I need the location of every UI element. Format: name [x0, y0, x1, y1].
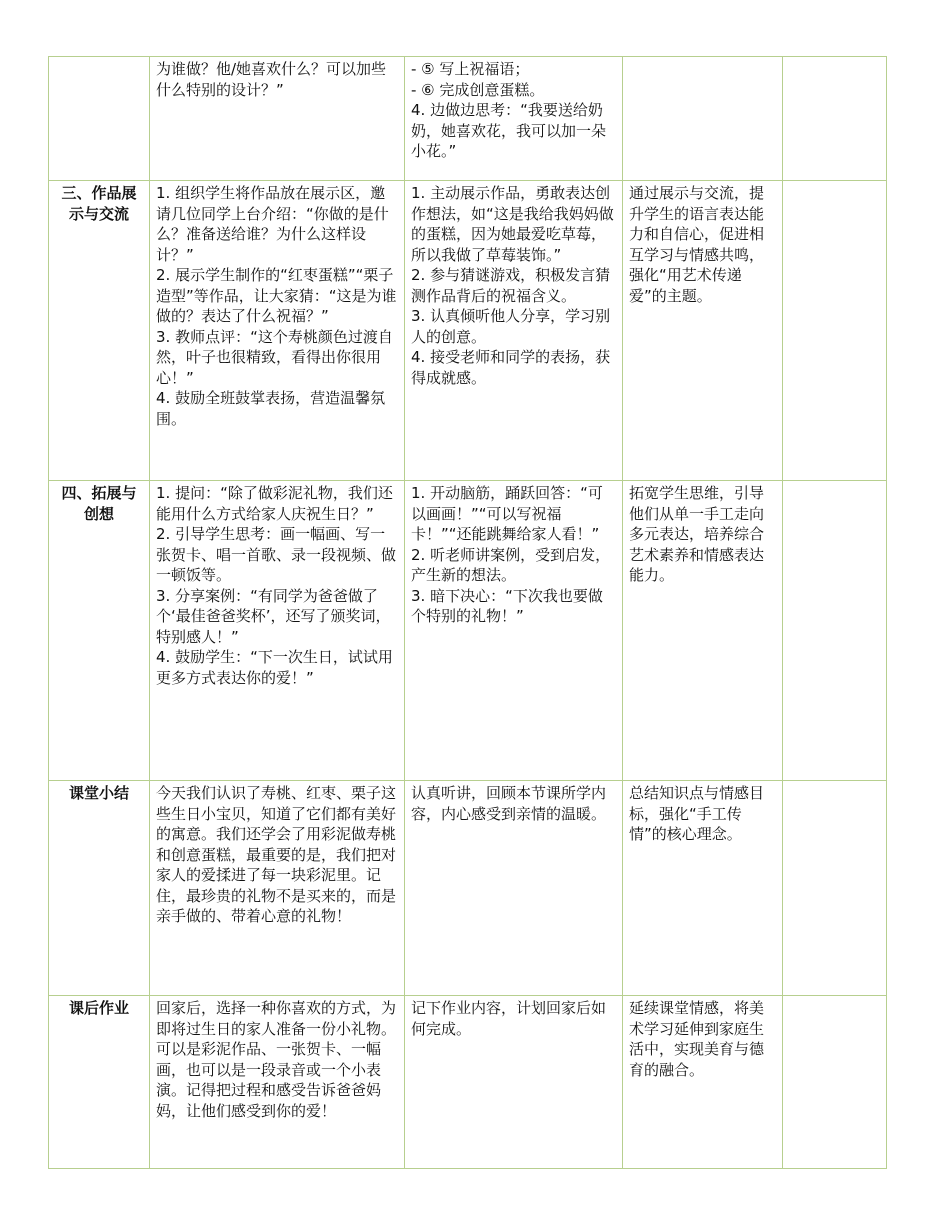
stage-cell: 四、拓展与创想 — [49, 481, 150, 781]
note-cell — [783, 57, 887, 181]
design-intent-cell: 通过展示与交流，提升学生的语言表达能力和自信心，促进相互学习与情感共鸣，强化“用艺术传递爱”的主题。 — [623, 181, 783, 481]
table-row — [49, 181, 887, 481]
table-row — [49, 781, 887, 996]
design-intent-cell — [623, 57, 783, 181]
student-line: 4. 接受老师和同学的表扬，获得成就感。 — [411, 348, 611, 387]
teacher-line: 4. 鼓励全班鼓掌表扬，营造温馨氛围。 — [156, 389, 386, 428]
stage-cell: 课堂小结 — [49, 781, 150, 996]
student-activity-cell — [405, 781, 623, 996]
teacher-line: 为谁做？他/她喜欢什么？可以加些什么特别的设计？” — [156, 60, 387, 99]
student-line: 1. 主动展示作品，勇敢表达创作想法，如“这是我给我妈妈做的蛋糕，因为她最爱吃草莓，所以我做了草莓装饰。” — [411, 184, 614, 264]
student-line: 1. 开动脑筋，踊跃回答：“可以画画！”“可以写祝福卡！”“还能跳舞给家人看！” — [411, 484, 603, 543]
table-row — [49, 996, 887, 1169]
student-line: 3. 暗下决心：“下次我也要做个特别的礼物！” — [411, 586, 603, 625]
teacher-line: 回家后，选择一种你喜欢的方式，为即将过生日的家人准备一份小礼物。可以是彩泥作品、一张贺卡、一幅画，也可以是一段录音或一个小表演。记得把过程和感受告诉爸爸妈妈，让他们感受到你的爱！ — [156, 999, 397, 1120]
student-activity-cell — [405, 996, 623, 1169]
teacher-line: 3. 分享案例：“有同学为爸爸做了个‘最佳爸爸奖杯’，还写了颁奖词，特别感人！” — [156, 586, 391, 646]
student-line: 记下作业内容，计划回家后如何完成。 — [411, 999, 607, 1038]
stage-cell — [49, 57, 150, 181]
teacher-line: 2. 展示学生制作的“红枣蛋糕”“栗子造型”等作品，让大家猜：“这是为谁做的？表达了什么祝福？” — [156, 266, 397, 325]
student-activity-cell — [405, 57, 623, 181]
student-activity-cell — [405, 181, 623, 481]
teacher-line: 4. 鼓励学生：“下一次生日，试试用更多方式表达你的爱！” — [156, 648, 393, 687]
student-line: 3. 认真倾听他人分享，学习别人的创意。 — [411, 307, 611, 346]
design-intent-cell: 总结知识点与情感目标，强化“手工传情”的核心理念。 — [623, 781, 783, 996]
note-cell — [783, 996, 887, 1169]
design-intent-cell: 拓宽学生思维，引导他们从单一手工走向多元表达，培养综合艺术素养和情感表达能力。 — [623, 481, 783, 781]
teacher-activity-cell — [150, 996, 405, 1169]
note-cell — [783, 781, 887, 996]
student-line: 2. 参与猜谜游戏，积极发言猜测作品背后的祝福含义。 — [411, 266, 611, 305]
teacher-line: 1. 组织学生将作品放在展示区，邀请几位同学上台介绍：“你做的是什么？准备送给谁？为什么这样设计？” — [156, 184, 389, 264]
design-intent-cell: 延续课堂情感，将美术学习延伸到家庭生活中，实现美育与德育的融合。 — [623, 996, 783, 1169]
student-line: 认真听讲，回顾本节课所学内容，内心感受到亲情的温暖。 — [411, 784, 607, 823]
student-line: 4. 边做边思考：“我要送给奶奶，她喜欢花，我可以加一朵小花。” — [411, 101, 607, 160]
teacher-line: 今天我们认识了寿桃、红枣、栗子这些生日小宝贝，知道了它们都有美好的寓意。我们还学会了用彩泥做寿桃和创意蛋糕，最重要的是，我们把对家人的爱揉进了每一块彩泥里。记住，最珍贵的礼物不是买来的，而是亲手做的、带着心意的礼物！ — [156, 784, 397, 925]
student-line: - ⑤ 写上祝福语； — [411, 60, 530, 78]
stage-cell: 课后作业 — [49, 996, 150, 1169]
student-activity-cell — [405, 481, 623, 781]
teacher-activity-cell — [150, 57, 405, 181]
note-cell — [783, 181, 887, 481]
teacher-activity-cell — [150, 181, 405, 481]
stage-cell: 三、作品展示与交流 — [49, 181, 150, 481]
teacher-activity-cell — [150, 781, 405, 996]
table-row — [49, 57, 887, 181]
teacher-line: 3. 教师点评：“这个寿桃颜色过渡自然，叶子也很精致，看得出你很用心！” — [156, 327, 393, 387]
teacher-line: 1. 提问：“除了做彩泥礼物，我们还能用什么方式给家人庆祝生日？” — [156, 484, 393, 523]
student-line: 2. 听老师讲案例，受到启发，产生新的想法。 — [411, 545, 611, 584]
student-line: - ⑥ 完成创意蛋糕。 — [411, 80, 545, 99]
note-cell — [783, 481, 887, 781]
teacher-activity-cell — [150, 481, 405, 781]
lesson-plan-table — [48, 56, 887, 1169]
table-row — [49, 481, 887, 781]
teacher-line: 2. 引导学生思考：画一幅画、写一张贺卡、唱一首歌、录一段视频、做一顿饭等。 — [156, 525, 397, 584]
